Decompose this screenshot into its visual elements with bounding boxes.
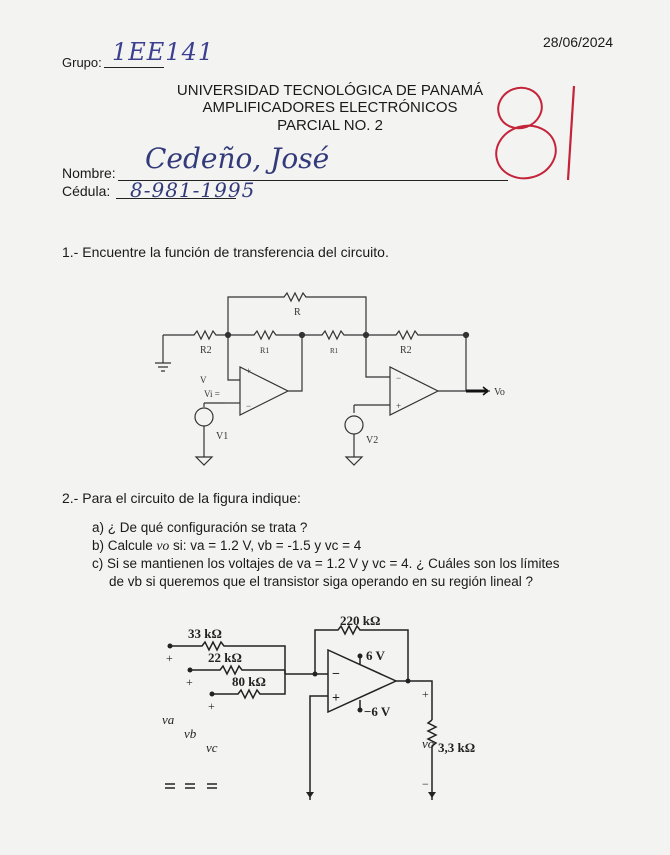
c2-label-rl: 3,3 kΩ: [438, 740, 476, 755]
c2-label-noninv: +: [332, 691, 340, 706]
c1-label-minus-2: −: [396, 373, 402, 383]
c2-label-plus-a: +: [166, 651, 173, 665]
id-handwritten: 8-981-1995: [130, 178, 256, 202]
question-2c-line1: c) Si se mantienen los voltajes de va = 1.2 V y vc = 4. ¿ Cuáles son los límites: [92, 556, 560, 571]
c1-label-plus-1: +: [246, 366, 252, 376]
c2-label-33k: 33 kΩ: [188, 626, 222, 641]
c2-label-minus-o: −: [422, 777, 429, 791]
grupo-line: [104, 67, 164, 68]
circuit-2: [160, 612, 476, 807]
question-2c-line2: de vb si queremos que el transistor siga operando en su región lineal ?: [109, 574, 534, 589]
c1-label-vo: Vo: [494, 387, 505, 398]
c1-label-v: V: [200, 375, 207, 385]
circuit-1: [150, 285, 510, 475]
q2b-var: vo: [156, 538, 170, 553]
c1-label-minus-1: −: [246, 401, 252, 411]
c1-label-v1: V1: [216, 431, 229, 442]
q2b-prefix: b) Calcule: [92, 538, 157, 553]
c2-label-plus-o: +: [422, 687, 429, 701]
university-title: UNIVERSIDAD TECNOLÓGICA DE PANAMÁ: [176, 82, 484, 99]
id-label: Cédula:: [62, 183, 111, 199]
c2-label-vo: vo: [422, 736, 435, 751]
question-2: 2.- Para el circuito de la figura indique:: [62, 490, 301, 506]
c1-label-r: R: [294, 307, 301, 318]
q2b-mid: si:: [169, 538, 191, 553]
question-2a: a) ¿ De qué configuración se trata ?: [92, 520, 308, 535]
c2-label-inv: −: [332, 667, 340, 682]
grade-mark: [482, 76, 592, 186]
c1-label-r1-a: R1: [260, 346, 270, 355]
c1-label-r1-b: R1: [330, 347, 339, 355]
c2-label-va: va: [162, 712, 175, 727]
name-handwritten: Cedeño, José: [145, 142, 330, 175]
course-title: AMPLIFICADORES ELECTRÓNICOS: [202, 99, 458, 116]
c1-label-r2-left: R2: [200, 345, 212, 356]
c2-label-80k: 80 kΩ: [232, 674, 266, 689]
c1-label-v2: V2: [366, 435, 379, 446]
question-1: 1.- Encuentre la función de transferencia del circuito.: [62, 244, 389, 260]
grupo-handwritten: 1EE141: [112, 38, 215, 66]
c2-label-22k: 22 kΩ: [208, 650, 242, 665]
c2-label-plus-c: +: [208, 699, 215, 713]
q2b-values: va = 1.2 V, vb = -1.5 y vc = 4: [190, 538, 362, 553]
c2-label-vc: vc: [206, 740, 218, 755]
c2-label-220k: 220 kΩ: [340, 613, 381, 628]
exam-title: PARCIAL NO. 2: [277, 117, 383, 134]
c1-label-r2-right: R2: [400, 345, 412, 356]
name-label: Nombre:: [62, 165, 116, 181]
question-2b: [92, 537, 361, 554]
c1-label-plus-2: +: [396, 401, 402, 411]
grupo-label: Grupo:: [62, 55, 102, 70]
c2-label-vb: vb: [184, 726, 197, 741]
date: 28/06/2024: [543, 34, 614, 50]
c2-label-neg6v: −6 V: [364, 704, 391, 719]
c2-label-plus-b: +: [186, 675, 193, 689]
c1-label-vi: Vi =: [204, 389, 220, 399]
c2-label-6v: 6 V: [366, 648, 385, 663]
